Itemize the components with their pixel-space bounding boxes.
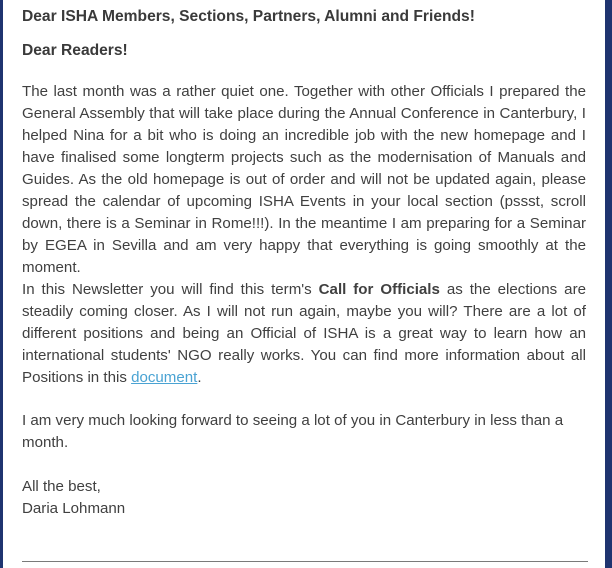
- signature-name: Daria Lohmann: [22, 500, 126, 517]
- call-for-officials-emphasis: Call for Officials: [318, 281, 440, 298]
- newsletter-body: [22, 81, 586, 389]
- signoff-line: All the best,: [22, 478, 101, 495]
- newsletter-panel: [3, 0, 605, 568]
- paragraph-officials-end: .: [197, 369, 202, 386]
- readers-heading: Dear Readers!: [22, 42, 128, 59]
- paragraph-officials-text-2: as the elections are steadily coming closer. As I will not run again, maybe you will? There are a lot of different positions and being an Official of ISHA is a great way to learn how an international students' NGO really works. You can find more information about all Positions in this: [22, 281, 586, 386]
- document-link[interactable]: document: [131, 369, 198, 386]
- closing-paragraph: I am very much looking forward to seeing a lot of you in Canterbury in less than a month.: [22, 412, 564, 451]
- signoff-block: [22, 476, 125, 520]
- paragraph-officials: [22, 279, 586, 389]
- paragraph-officials-text-1: In this Newsletter you will find this term's: [22, 281, 319, 298]
- section-divider: [22, 561, 588, 562]
- greeting-heading: Dear ISHA Members, Sections, Partners, Alumni and Friends!: [22, 8, 475, 25]
- paragraph-intro: The last month was a rather quiet one. Together with other Officials I prepared the General Assembly that will take place during the Annual Conference in Canterbury, I helped Nina for a bit who is doing an incredible job with the new homepage and I have finalised some longterm projects such as the modernisation of Manuals and Guides. As the old homepage is out of order and will not be updated again, please spread the calendar of upcoming ISHA Events in your local section (pssst, scroll down, there is a Seminar in Rome!!!). In the meantime I am preparing for a Seminar by EGEA in Sevilla and am very happy that everything is going smoothly at the moment.: [22, 83, 586, 276]
